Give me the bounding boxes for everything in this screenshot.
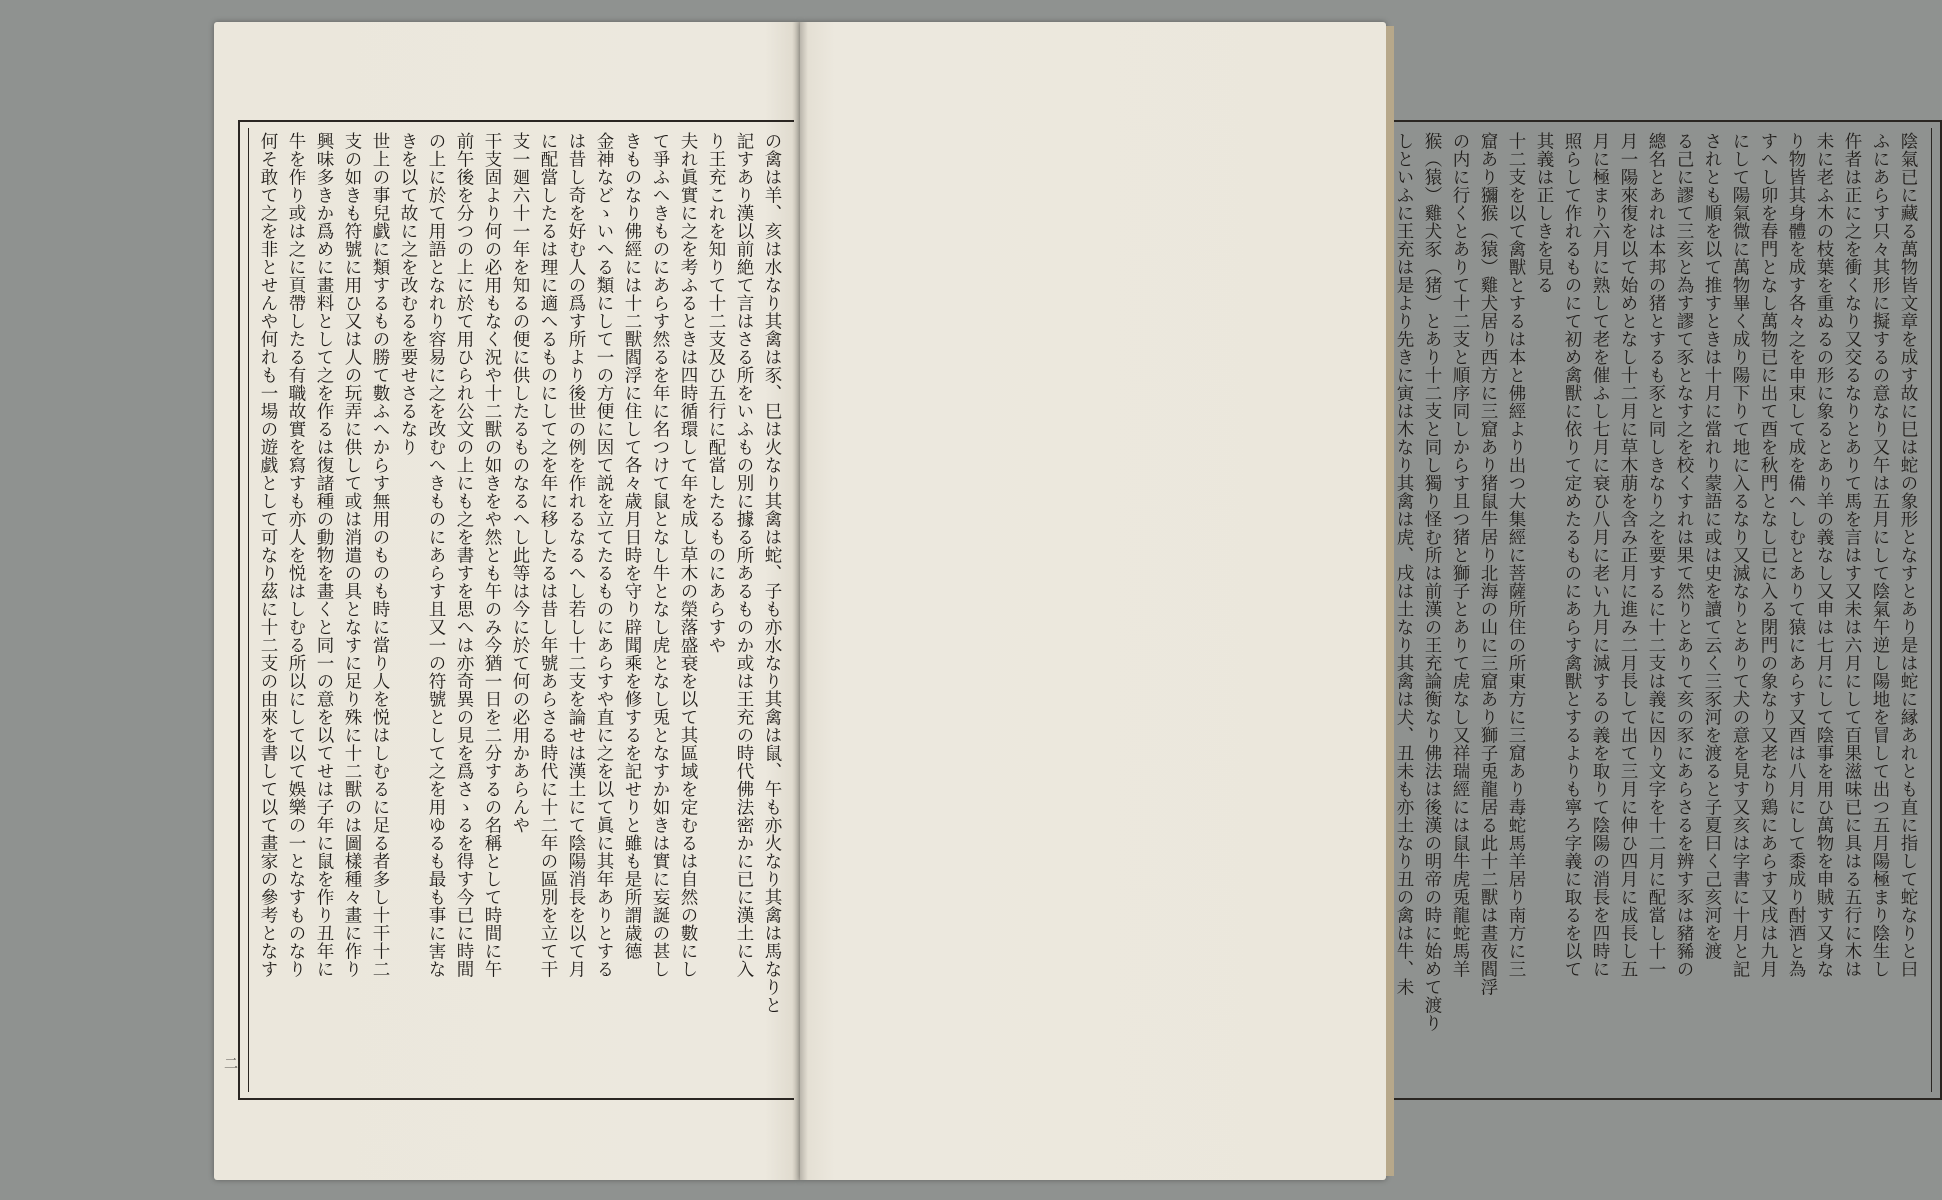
right-text-column: の内に行くとありて十二支と順序同しからす且つ猪と獅子とありて虎なし又祥瑞經には鼠牛虎兎龍蛇馬羊 <box>1450 132 1470 978</box>
left-text-column: 前午後を分つの上に於て用ひられ公文の上にも之を書すを思へは亦奇異の見を爲さゝるを得す今已に時間 <box>454 132 474 978</box>
right-page <box>800 22 1918 1180</box>
right-text-column: る己に謬て三亥と為す謬て豕となす之を校くすれは果て然りとありて亥の豕にあらさるを辨す豕は豬豨の <box>1674 132 1694 978</box>
right-text-column: 其義は正しきを見る <box>1534 132 1554 294</box>
left-text-column: り王充これを知りて十二支及ひ五行に配當したるものにあらすや <box>706 132 726 654</box>
right-text-column: 窟あり獼猴（猿）雞犬居り西方に三窟あり猪鼠牛居り北海の山に三窟あり獅子兎龍居る此十二獸は晝夜閻浮 <box>1478 132 1498 996</box>
right-text-column: しといふに王充は是より先きに寅は木なり其禽は虎、戌は土なり其禽は犬、丑未も亦土なり丑の禽は牛、未 <box>1394 132 1414 996</box>
left-text-column: 支の如きも符號に用ひ又は人の玩弄に供して或は消遣の具となすに足り殊に十二獸のは圖樣種々畫に作り <box>342 132 362 978</box>
left-text-column: きを以て故に之を改むるを要せさるなり <box>398 132 418 456</box>
left-text-column: 記すあり漢以前絶て言はさる所をいふもの別に據る所あるものか或は王充の時代佛法密かに已に漢土に入 <box>734 132 754 978</box>
left-text-column: 興味多きか爲めに畫料として之を作るは復諸種の動物を畫くと同一の意を以てせは子年に鼠を作り丑年に <box>314 132 334 978</box>
left-text-frame <box>238 120 794 1100</box>
right-text-column: 總名とあれは本邦の猪とするも豕と同しきなり之を要するに十二支は義に因り文字を十二月に配當し十一 <box>1646 132 1666 978</box>
right-text-column: ふにあらす只々其形に擬するの意なり又午は五月にして陰氣午逆し陽地を冒して出つ五月陽極まり陰生し <box>1870 132 1890 978</box>
right-text-column: 猴（猿）雞犬豕（猪）とあり十二支と同し獨り怪む所は前漢の王充論衡なり佛法は後漢の明帝の時に始めて渡り <box>1422 132 1442 1032</box>
right-text-column: されとも順を以て推すときは十月に當れり蒙語に或は史を讀て云く三豕河を渡ると子夏曰く己亥河を渡 <box>1702 132 1722 960</box>
right-text-column: すへし卯を春門となし萬物已に出て酉を秋門となし已に入る閉門の象なり又老なり鶏にあらす又戌は九月 <box>1758 132 1778 978</box>
left-text-column: 干支固より何の必用もなく況や十二獸の如きをや然とも午のみ今猶一日を二分するの名稱として時間に午 <box>482 132 502 978</box>
left-text-column: 金神などゝいへる類にして一の方便に因て説を立てたるものにあらすや直に之を以て眞に其年ありとする <box>594 132 614 978</box>
right-text-column: 月一陽來復を以て始めとなし十二月に草木萠を含み正月に進み二月長して出て三月に伸ひ四月に成長し五 <box>1618 132 1638 978</box>
left-text-column: て爭ふへきものにあらす然るを年に名つけて鼠となし牛となし虎となし兎となすか如きは實に妄誕の甚し <box>650 132 670 978</box>
left-text-column: 何そ敢て之を非とせんや何れも一場の遊戯として可なり茲に十二支の由來を書して以て畫家の參考となす <box>258 132 278 978</box>
left-text-column: に配當したるは理に適へるものにして之を年に移したるは昔し年號あらさる時代に十二年の區別を立て干 <box>538 132 558 978</box>
right-text-column: にして陽氣微に萬物畢く成り陽下りて地に入るなり又滅なりとありて犬の意を見す又亥は字書に十月と記 <box>1730 132 1750 978</box>
left-text-column: の禽は羊、亥は水なり其禽は豕、巳は火なり其禽は蛇、子も亦水なり其禽は鼠、午も亦火なり其禽は馬なりと <box>762 132 782 1014</box>
left-page <box>214 22 800 1180</box>
left-text-column: 世上の事兒戯に類するもの勝て數ふへからす無用のものも時に當り人を悦はしむるに足る者多し十干十二 <box>370 132 390 978</box>
open-book <box>214 22 1918 1180</box>
page-number: 二 <box>222 1056 238 1070</box>
right-text-column: 仵者は正に之を衝くなり又交るなりとありて馬を言はす又未は六月にして百果滋味已に具はる五行に木は <box>1842 132 1862 978</box>
right-text-column: 月に極まり六月に熟して老を催ふし七月に衰ひ八月に老い九月に滅するの義を取りて陰陽の消長を四時に <box>1590 132 1610 978</box>
right-text-column: 十二支を以て禽獸とするは本と佛經より出つ大集經に菩薩所住の所東方に三窟あり毒蛇馬羊居り南方に三 <box>1506 132 1526 978</box>
left-text-columns <box>258 132 784 1088</box>
left-text-column: の上に於て用語となれり容易に之を改むへきものにあらす且又一の符號として之を用ゆるも最も事に害な <box>426 132 446 978</box>
left-text-column: きものなり佛經には十二獸閻浮に住して各々歳月日時を守り辟聞乘を修するを記せりと雖も是所謂歳德 <box>622 132 642 960</box>
left-text-column: は昔し奇を好む人の爲す所より後世の例を作れるなるへし若し十二支を論せは漢土にて陰陽消長を以て月 <box>566 132 586 978</box>
page-edge <box>1386 26 1394 1176</box>
right-text-column: 未に老ふ木の枝葉を重ぬるの形に象るとあり羊の義なし又申は七月にして陰事を用ひ萬物を申賊す又身な <box>1814 132 1834 978</box>
left-text-column: 夫れ眞實に之を考ふるときは四時循環して年を成し草木の榮落盛衰を以て其區域を定むるは自然の數にし <box>678 132 698 978</box>
right-text-column: 陰氣已に藏る萬物皆文章を成す故に巳は蛇の象形となすとあり是は蛇に縁あれとも直に指して蛇なりと曰 <box>1898 132 1918 978</box>
book-gutter <box>792 22 808 1180</box>
left-text-column: 支一廻六十一年を知るの便に供したるものなるへし此等は今に於て何の必用かあらんや <box>510 132 530 834</box>
right-text-column: り物皆其身體を成す各々之を申束して成を備へしむとありて猿にあらす又酉は八月にして黍成り酎酒と為 <box>1786 132 1806 978</box>
right-text-frame <box>1394 120 1942 1100</box>
left-text-column: 牛を作り或は之に頁帶したる有職故實を寫すも亦人を悦はしむる所以にして以て娛樂の一となすものなり <box>286 132 306 978</box>
right-text-column: 照らして作れるものにて初め禽獸に依りて定めたるものにあらす禽獸とするよりも寧ろ字義に取るを以て <box>1562 132 1582 978</box>
right-text-columns <box>1394 132 1920 1088</box>
